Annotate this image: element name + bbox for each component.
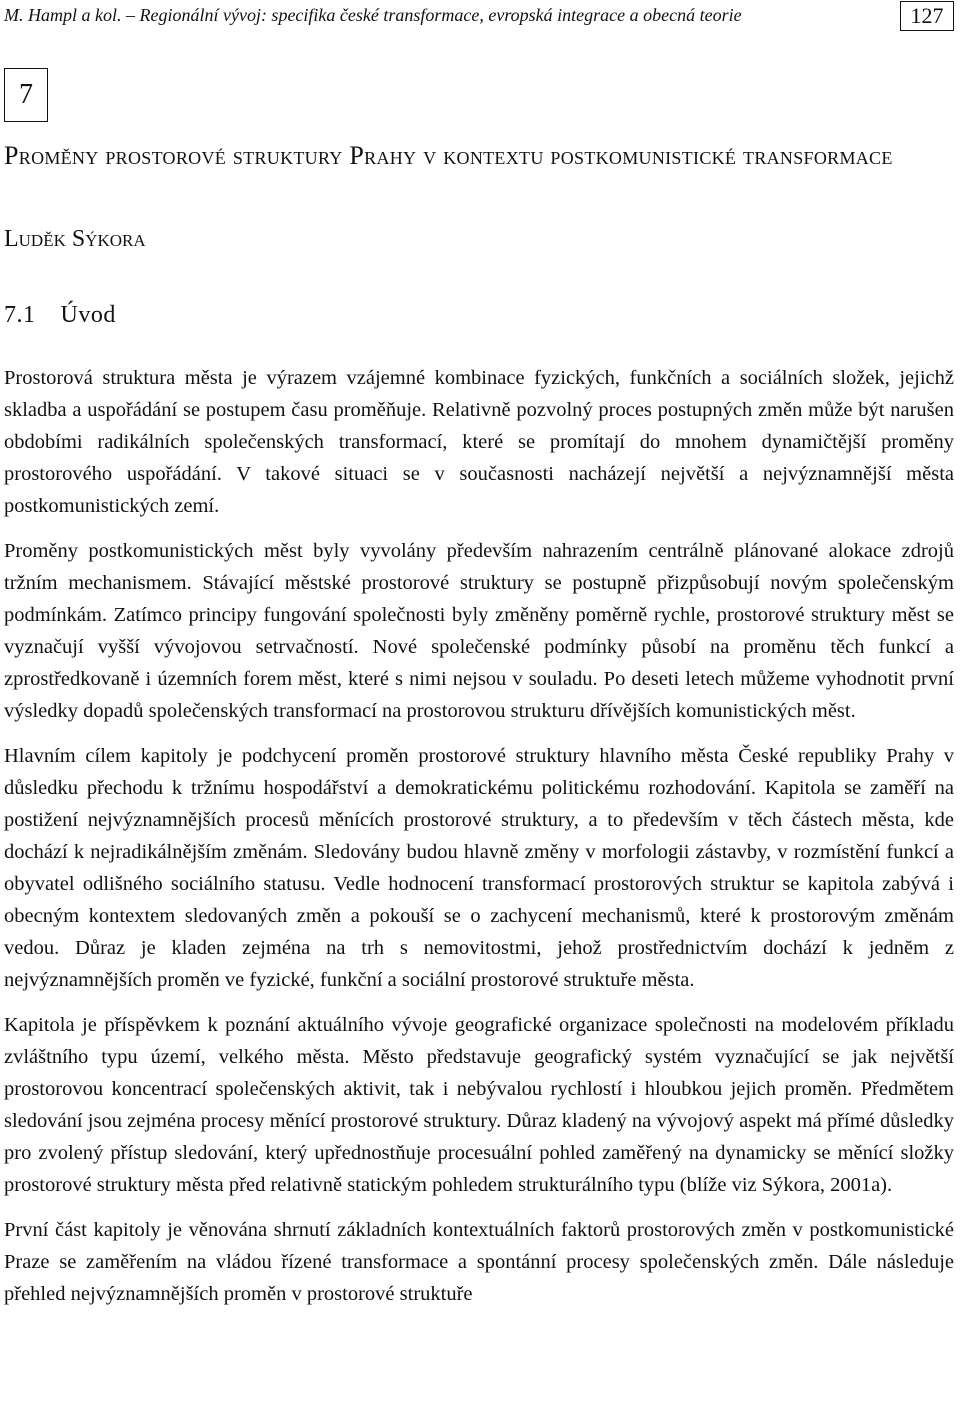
body-text [4,362,954,1323]
section-heading [4,298,116,332]
section-number: 7.1 [4,302,36,328]
paragraph: Prostorová struktura města je výrazem vzájemné kombinace fyzických, funkčních a sociálních složek, jejichž skladba a uspořádání se postupem času proměňuje. Relativně pozvolný proces postupných změn může být narušen obdobími radikálních společenských transformací, které se promítají do mnohem dynamičtější proměny prostorového uspořádání. V takové situaci se v současnosti nacházejí největší a nejvýznamnější města postkomunistických zemí. [4,367,954,517]
running-header: M. Hampl a kol. – Regionální vývoj: specifika české transformace, evropská integrace a obecná teorie [4,5,742,25]
paragraph: Proměny postkomunistických měst byly vyvolány především nahrazením centrálně plánované alokace zdrojů tržním mechanismem. Stávající městské prostorové struktury se postupně přizpůsobují novým společenským podmínkám. Zatímco principy fungování společnosti byly změněny poměrně rychle, prostorové struktury měst se vyznačují vyšší vývojovou setrvačností. Nové společenské podmínky působí na proměnu těch funkcí a zprostředkovaně i územních forem měst, které s nimi nejsou v souladu. Po deseti letech můžeme vyhodnotit první výsledky dopadů společenských transformací na prostorovou strukturu dřívějších komunistických měst. [4,540,954,722]
chapter-title: Proměny prostorové struktury Prahy v kontextu postkomunistické transformace [4,141,893,170]
paragraph: První část kapitoly je věnována shrnutí základních kontextuálních faktorů prostorových změn v postkomunistické Praze se zaměřením na vládou řízené transformace a spontánní procesy společenských změn. Dále následuje přehled nejvýznamnějších proměn v prostorové struktuře [4,1219,954,1305]
chapter-number: 7 [4,68,48,122]
paragraph: Kapitola je příspěvkem k poznání aktuálního vývoje geografické organizace společnosti na modelovém příkladu zvláštního typu území, velkého města. Město představuje geografický systém vyznačující se jak největší prostorovou koncentrací společenských aktivit, tak i nebývalou rychlostí i hloubkou jejich proměn. Předmětem sledování jsou zejména procesy měnící prostorové struktury. Důraz kladený na vývojový aspekt má přímé důsledky pro zvolený přístup sledování, který upřednostňuje procesuální pohled zaměřený na dynamicky se měnící složky prostorové struktury města před relativně statickým pohledem strukturálního typu (blíže viz Sýkora, 2001a). [4,1014,954,1196]
section-title: Úvod [60,302,116,328]
paragraph: Hlavním cílem kapitoly je podchycení proměn prostorové struktury hlavního města České republiky Prahy v důsledku přechodu k tržnímu hospodářství a demokratickému politickému rozhodování. Kapitola se zaměří na postižení nejvýznamnějších procesů měnících prostorové struktury, a to především v těch částech města, kde dochází k nejradikálnějším změnám. Sledovány budou hlavně změny v morfologii zástavby, v rozmístění funkcí a obyvatel odlišného sociálního statusu. Vedle hodnocení transformací prostorových struktur se kapitola zabývá i obecným kontextem sledovaných změn a pokouší se o zachycení mechanismů, které k prostorovým změnám vedou. Důraz je kladen zejména na trh s nemovitostmi, jehož prostřednictvím dochází k jednĕm z nejvýznamnějších proměn ve fyzické, funkční a sociální prostorové struktuře města. [4,745,954,991]
chapter-author: Luděk Sýkora [4,226,146,252]
page-number: 127 [900,1,954,31]
